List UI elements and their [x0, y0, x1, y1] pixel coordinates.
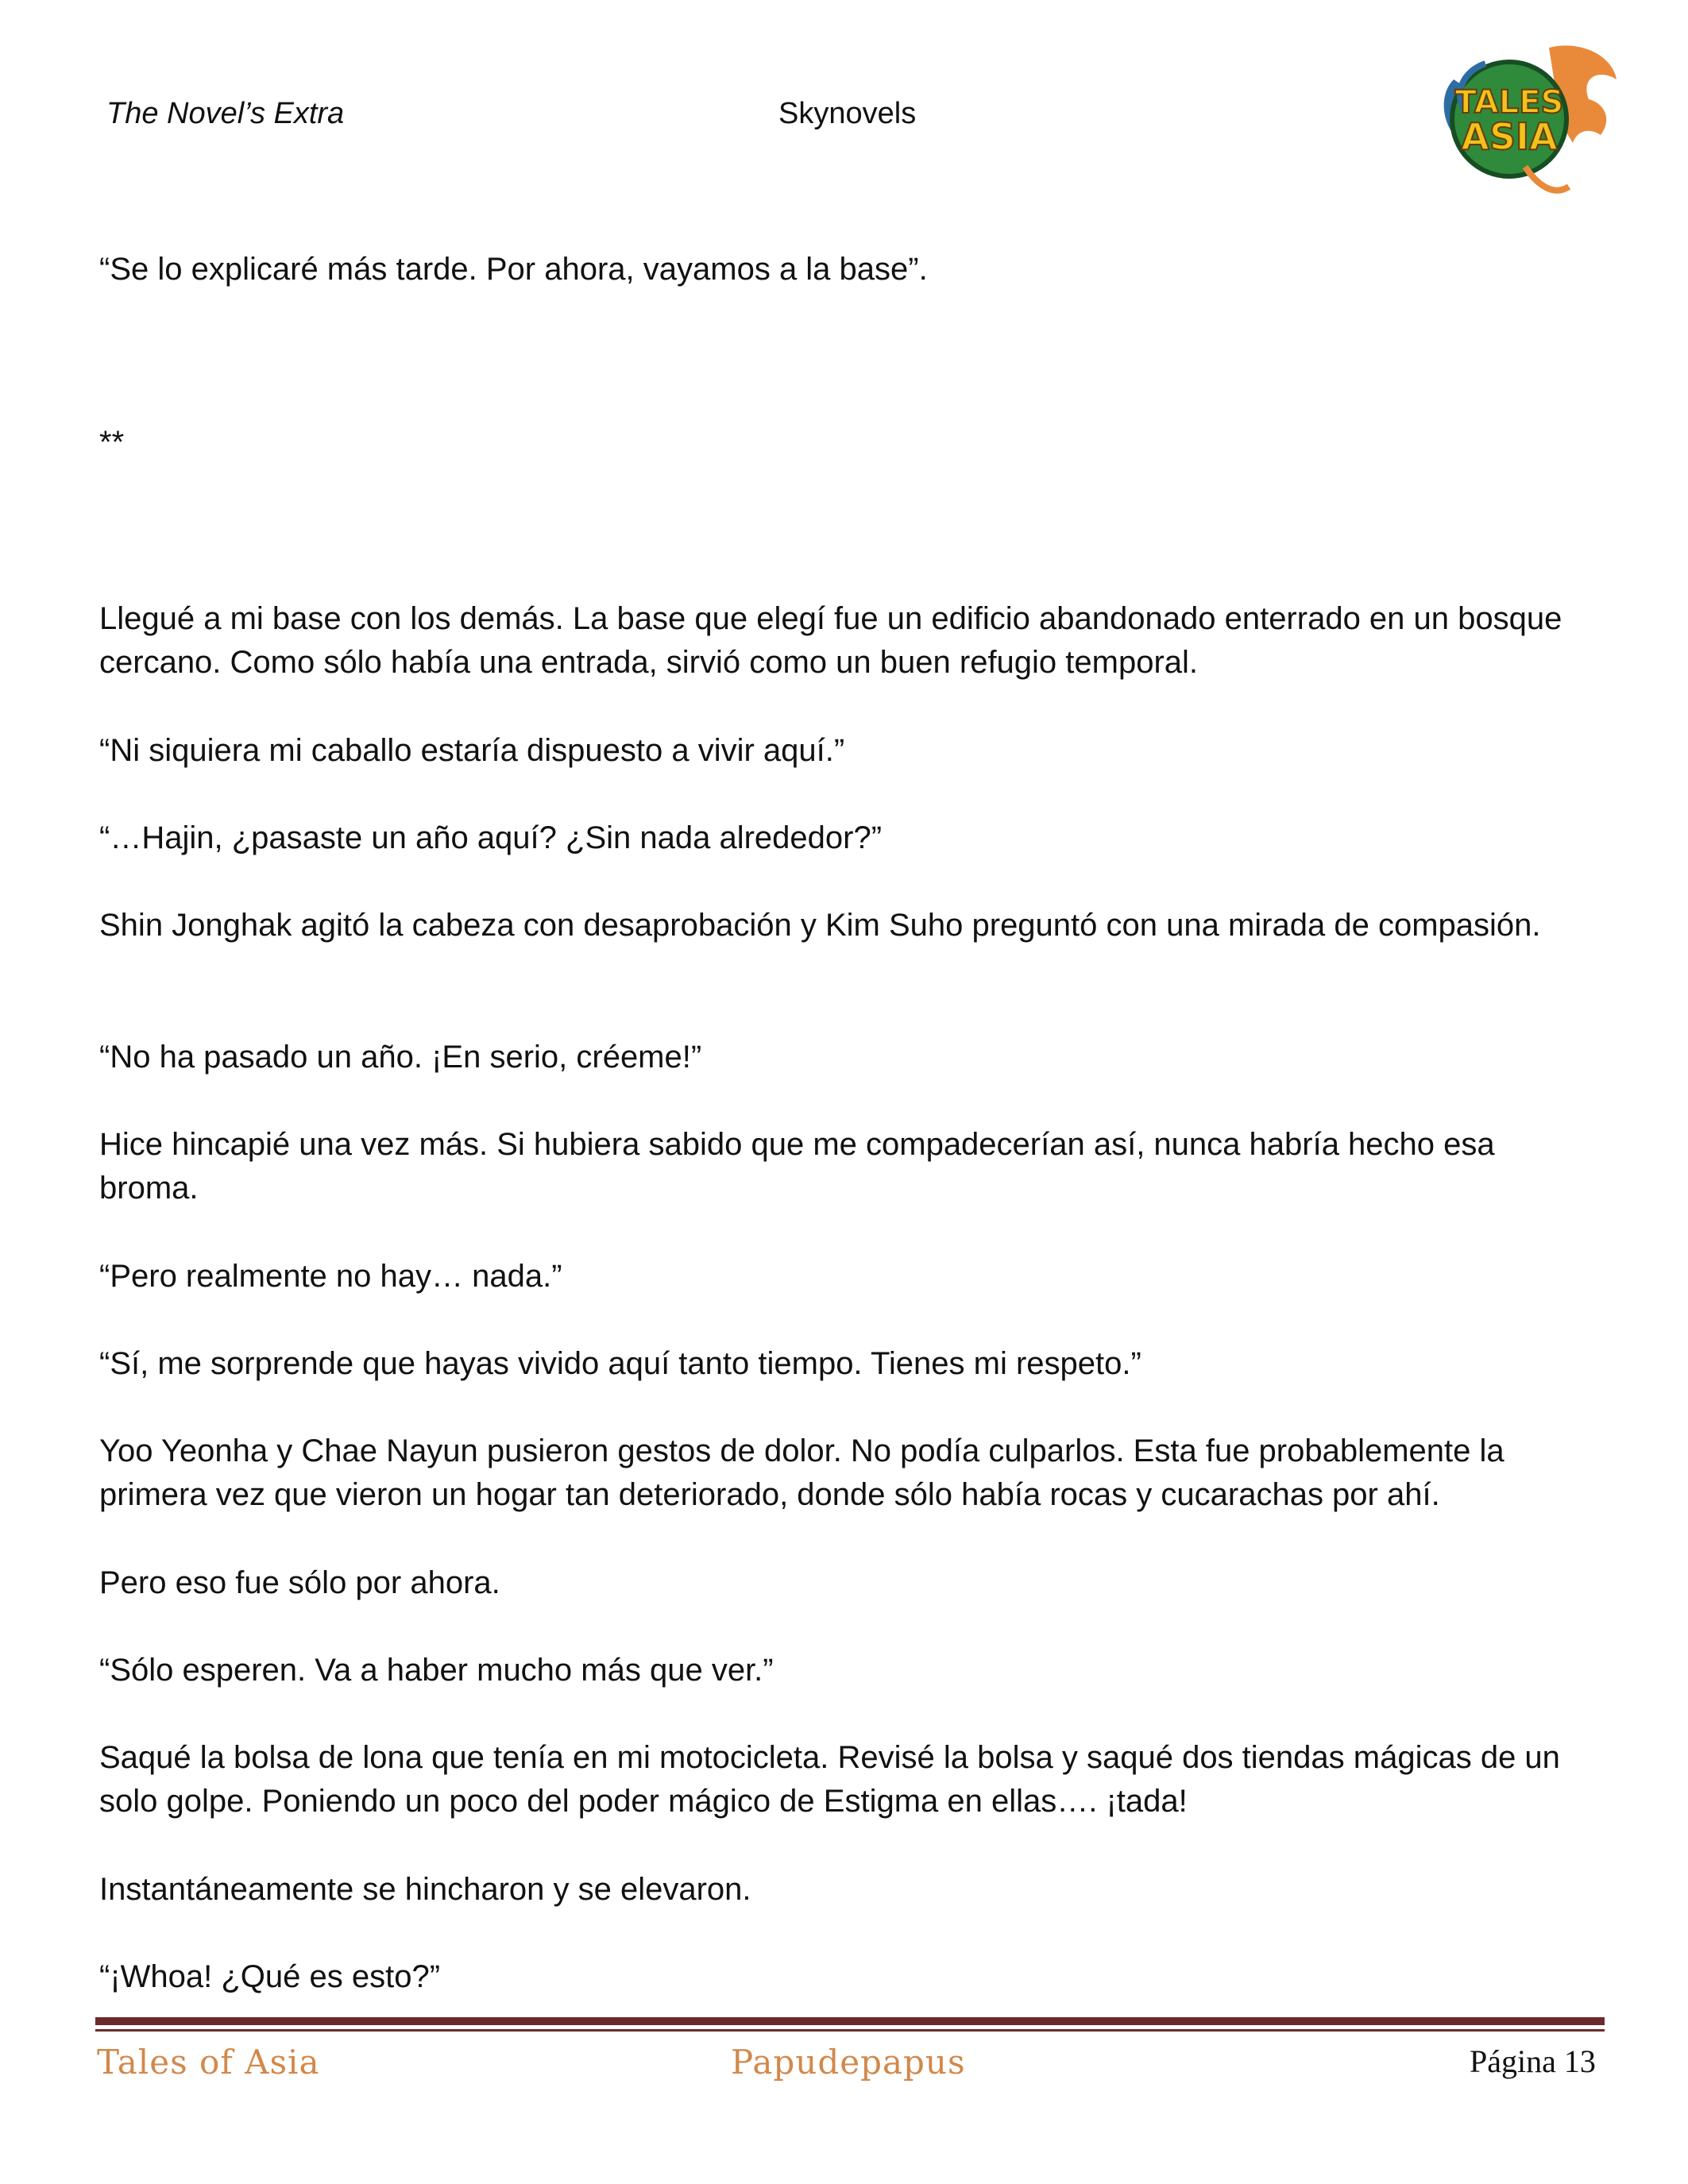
footer-rule-thin [95, 2029, 1605, 2032]
footer-translator: Papudepapus [731, 2043, 966, 2082]
paragraph: “Se lo explicaré más tarde. Por ahora, vayamos a la base”. [99, 252, 928, 287]
svg-text:TALES: TALES [1454, 84, 1564, 121]
svg-text:ASIA: ASIA [1461, 115, 1558, 158]
paragraph: Yoo Yeonha y Chae Nayun pusieron gestos de dolor. No podía culparlos. Esta fue probablemente la primera vez que vieron un hogar tan deteriorado, donde sólo había rocas y cucarachas por ahí. [99, 1433, 1505, 1512]
paragraph: “No ha pasado un año. ¡En serio, créeme!” [99, 1040, 702, 1075]
paragraph: “¡Whoa! ¿Qué es esto?” [99, 1959, 441, 1994]
paragraph: “Sólo esperen. Va a haber mucho más que ver.” [99, 1653, 774, 1688]
paragraph: Shin Jonghak agitó la cabeza con desaprobación y Kim Suho preguntó con una mirada de compasión. [99, 908, 1541, 943]
section-break: ** [99, 425, 125, 460]
header-site: Skynovels [778, 97, 917, 130]
paragraph: “Ni siquiera mi caballo estaría dispuesto a vivir aquí.” [99, 733, 845, 768]
paragraph: Saqué la bolsa de lona que tenía en mi motocicleta. Revisé la bolsa y saqué dos tiendas mágicas de un solo golpe. Poniendo un poco del poder mágico de Estigma en ellas…. ¡tada! [99, 1740, 1560, 1819]
paragraph: Hice hincapié una vez más. Si hubiera sabido que me compadecerían así, nunca habría hecho esa broma. [99, 1127, 1495, 1206]
footer-source: Tales of Asia [97, 2043, 320, 2082]
dragon-logo-icon [1430, 32, 1620, 199]
paragraph: “…Hajin, ¿pasaste un año aquí? ¿Sin nada alrededor?” [99, 820, 883, 855]
paragraph: “Sí, me sorprende que hayas vivido aquí tanto tiempo. Tienes mi respeto.” [99, 1346, 1141, 1381]
footer-rule [95, 2017, 1605, 2025]
paragraph: “Pero realmente no hay… nada.” [99, 1259, 562, 1294]
header-title: The Novel’s Extra [106, 97, 345, 130]
paragraph: Llegué a mi base con los demás. La base que elegí fue un edificio abandonado enterrado en un bosque cercano. Como sólo había una entrada, sirvió como un buen refugio temporal. [99, 601, 1562, 680]
paragraph: Instantáneamente se hincharon y se elevaron. [99, 1872, 751, 1907]
page-number: Página 13 [1470, 2043, 1596, 2079]
paragraph: Pero eso fue sólo por ahora. [99, 1565, 500, 1600]
